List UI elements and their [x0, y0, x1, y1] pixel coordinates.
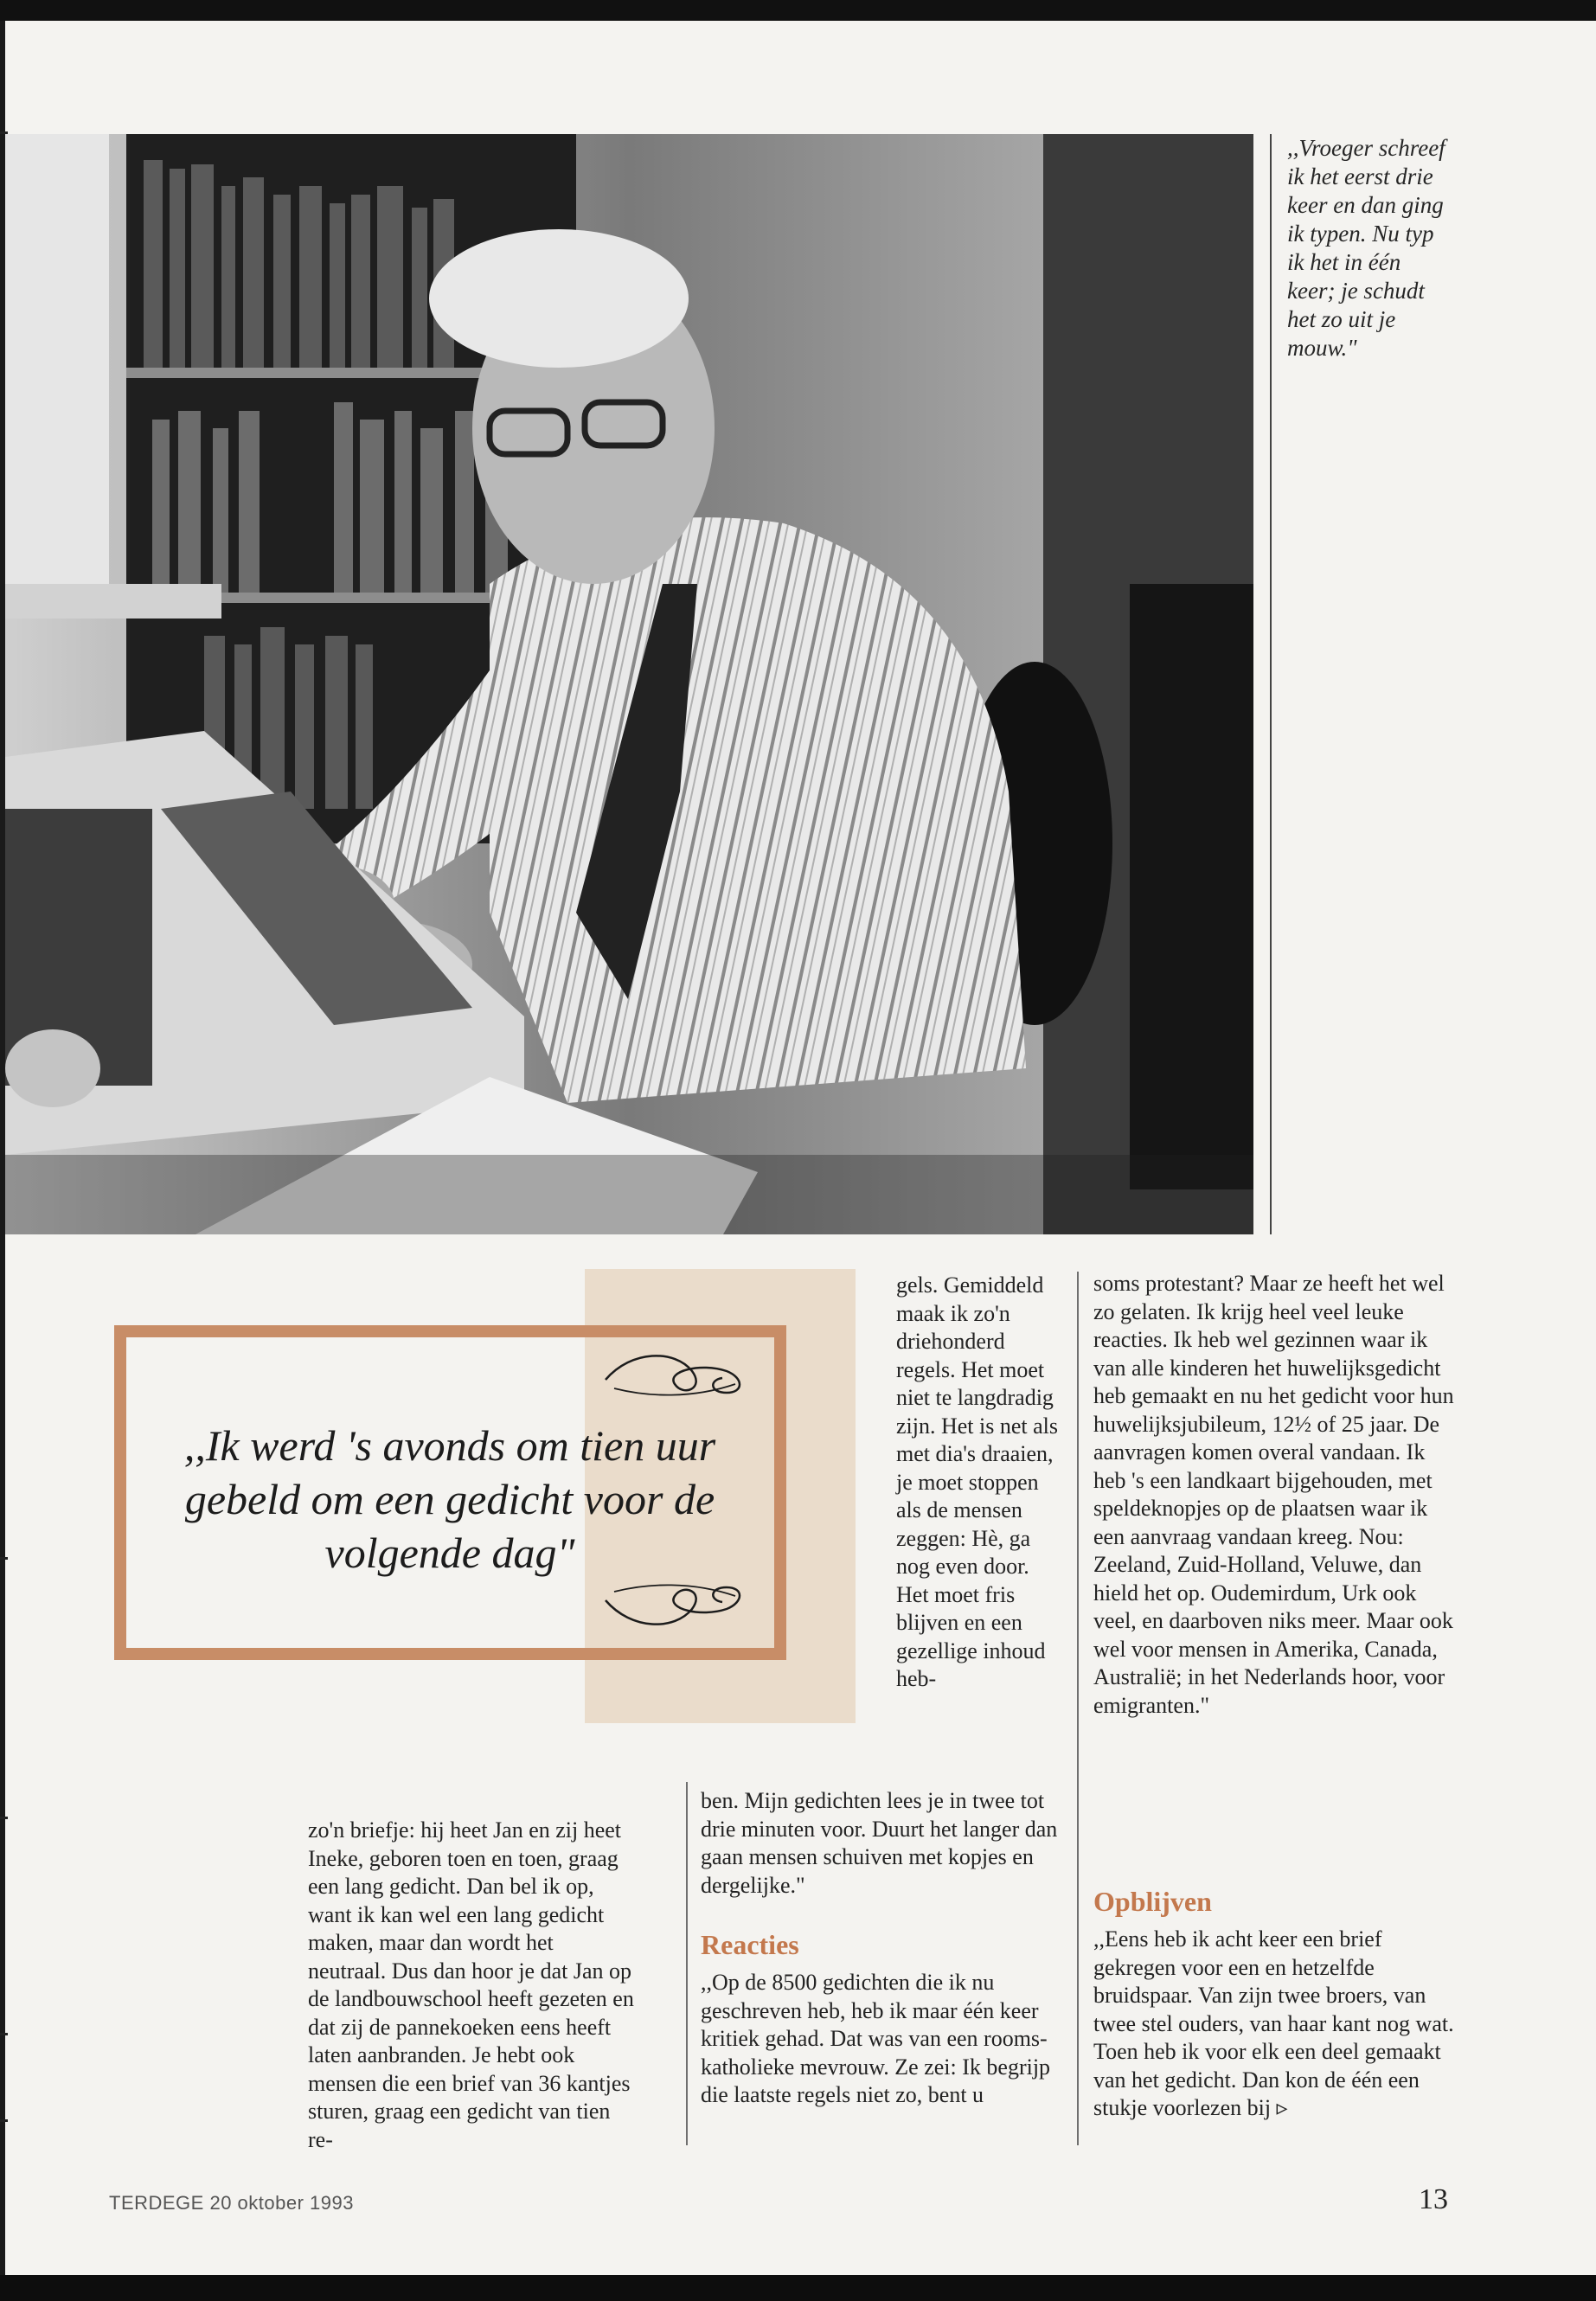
column-separator	[1077, 1272, 1079, 2145]
article-column-2-bottom	[701, 1787, 1064, 2110]
body-paragraph: soms protestant? Maar ze heeft het wel zo gelaten. Ik krijg heel veel leuke reacties. Ik heb wel gezinnen waar ik van alle kinderen het huwelijksgedicht heb gemaakt en nu het gedicht voor hun huwelijksjubileum, 12½ of 25 jaar. De aanvragen komen overal vandaan. Ik heb 's een landkaart bijgehouden, met speldeknopjes op de plaatsen waar ik een aanvraag vandaan kreeg. Nou: Zeeland, Zuid-Holland, Veluwe, dan hield het op. Oudemirdum, Urk ook veel, en daarboven niks meer. Maar ook wel voor mensen in Amerika, Canada, Australië; in het Nederlands hoor, voor emigranten."	[1093, 1271, 1454, 1718]
article-column-3	[1093, 1270, 1457, 1720]
body-paragraph: zo'n briefje: hij heet Jan en zij heet Ineke, geboren toen en toen, graag een lang gedicht. Dan bel ik op, want ik kan wel een lang gedicht maken, maar dan wordt het neutraal. Dus dan hoor je dat Jan op de landbouwschool heeft gezeten en dat zij de pannekoeken eens heeft laten aanbranden. Je hebt ook mensen die een brief van 36 kantjes sturen, graag een gedicht van tien re-	[308, 1817, 634, 2152]
side-quote: ,,Vroeger schreef ik het eerst drie keer en dan ging ik typen. Nu typ ik het in één keer; je schudt het zo uit je mouw."	[1287, 135, 1445, 361]
subhead-opblijven: Opblijven	[1093, 1886, 1212, 1917]
article-column-3-bottom	[1093, 1886, 1457, 2123]
margin-tick	[0, 1557, 8, 1560]
footer-issue: TERDEGE 20 oktober 1993	[109, 2192, 354, 2214]
subhead-reacties: Reacties	[701, 1929, 799, 1960]
margin-tick	[0, 2119, 8, 2122]
body-paragraph: ben. Mijn gedichten lees je in twee tot drie minuten voor. Duurt het langer dan gaan mensen schuiven met kopjes en dergelijke."	[701, 1788, 1058, 1898]
flourish-ornament-top	[597, 1345, 753, 1406]
body-paragraph: ,,Op de 8500 gedichten die ik nu geschreven heb, heb ik maar één keer kritiek gehad. Dat was van een rooms-katholieke mevrouw. Ze zei: Ik begrijp die laatste regels niet zo, bent u	[701, 1970, 1051, 2107]
article-column-2-top	[896, 1272, 1059, 1694]
column-separator	[686, 1782, 688, 2145]
page-number: 13	[1419, 2183, 1448, 2215]
body-paragraph: ,,Eens heb ik acht keer een brief gekregen voor een en hetzelfde bruidspaar. Van zijn twee broers, van twee stel ouders, van haar kant nog wat. Toen heb ik voor elk een deel gemaakt van het gedicht. Dan kon de één een stukje voorlezen bij ▹	[1093, 1926, 1454, 2120]
column-rule	[1270, 134, 1272, 1234]
flourish-ornament-bottom	[597, 1574, 753, 1635]
article-column-1	[308, 1817, 637, 2154]
pull-quote-text: ,,Ik werd 's avonds om tien uur gebeld om een gedicht voor de volgende dag"	[183, 1421, 716, 1577]
margin-tick	[0, 2033, 8, 2035]
bottom-border	[0, 2275, 1596, 2301]
margin-tick	[0, 1817, 8, 1819]
body-paragraph: gels. Gemiddeld maak ik zo'n driehonderd regels. Het moet niet te langdradig zijn. Het is net als met dia's draaien, je moet stoppen als de mensen zeggen: Hè, ga nog even door. Het moet fris blijven en een gezellige inhoud heb-	[896, 1272, 1059, 1691]
top-border	[0, 0, 1596, 21]
photo-man-at-typewriter	[5, 134, 1253, 1234]
